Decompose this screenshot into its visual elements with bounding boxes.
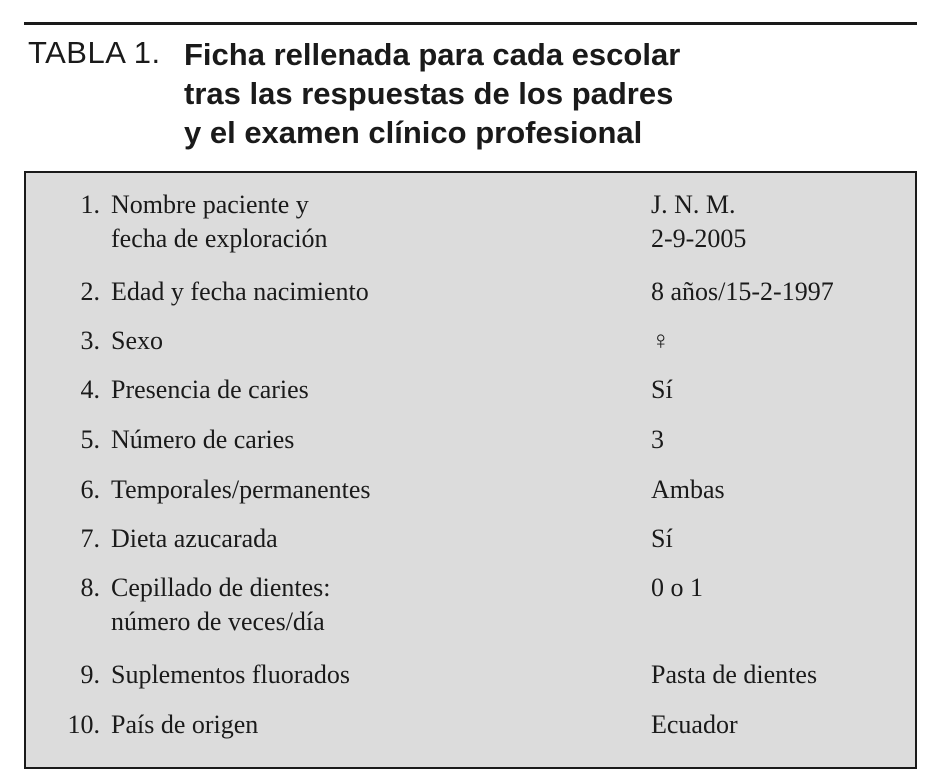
row-label-line: número de veces/día (111, 607, 325, 636)
female-symbol-icon: ♀ (651, 326, 671, 355)
row-label-line: Dieta azucarada (111, 524, 278, 553)
row-label (111, 571, 631, 639)
row-number: 4. (80, 375, 100, 404)
row-value (651, 658, 911, 692)
row-number: 2. (80, 277, 100, 306)
row-value-line: 3 (651, 425, 664, 454)
row-value-line: 2-9-2005 (651, 224, 747, 253)
row-number: 1. (80, 190, 100, 219)
row-value (651, 571, 911, 605)
row-label-line: Presencia de caries (111, 375, 309, 404)
row-label-line: Nombre paciente y (111, 190, 309, 219)
row-label-line: Sexo (111, 326, 163, 355)
row-value (651, 373, 911, 407)
row-label (111, 658, 631, 692)
row-label (111, 275, 631, 309)
table-title-line: Ficha rellenada para cada escolar (184, 37, 681, 72)
row-number: 10. (67, 710, 100, 739)
row-value-line: 8 años/15-2-1997 (651, 277, 834, 306)
row-label-line: Suplementos fluorados (111, 660, 351, 689)
row-label (111, 423, 631, 457)
row-label (111, 522, 631, 556)
row-label (111, 473, 631, 507)
top-rule (24, 22, 917, 25)
row-number: 3. (80, 326, 100, 355)
row-value (651, 324, 911, 358)
row-value (651, 188, 911, 256)
row-value (651, 708, 911, 742)
row-label-line: Temporales/permanentes (111, 475, 371, 504)
row-value-line: J. N. M. (651, 190, 736, 219)
row-label-line: fecha de exploración (111, 224, 328, 253)
row-label (111, 708, 631, 742)
table-title (184, 35, 884, 152)
row-value-line: Ecuador (651, 710, 738, 739)
row-label (111, 188, 631, 256)
table-title-line: y el examen clínico profesional (184, 115, 643, 150)
row-value (651, 473, 911, 507)
row-value (651, 275, 911, 309)
row-label-line: País de origen (111, 710, 259, 739)
row-value (651, 423, 911, 457)
row-number: 9. (80, 660, 100, 689)
row-label (111, 324, 631, 358)
row-number: 6. (80, 475, 100, 504)
row-label-line: Número de caries (111, 425, 295, 454)
row-value-line: Sí (651, 375, 673, 404)
row-value-line: Ambas (651, 475, 725, 504)
row-label-line: Cepillado de dientes: (111, 573, 331, 602)
data-table (24, 171, 917, 769)
row-value-line: Pasta de dientes (651, 660, 818, 689)
row-label (111, 373, 631, 407)
row-number: 5. (80, 425, 100, 454)
table-title-line: tras las respuestas de los padres (184, 76, 674, 111)
row-value-line: Sí (651, 524, 673, 553)
row-number: 7. (80, 524, 100, 553)
row-label-line: Edad y fecha nacimiento (111, 277, 369, 306)
row-value-line: 0 o 1 (651, 573, 703, 602)
row-number: 8. (80, 573, 100, 602)
row-value (651, 522, 911, 556)
table-label: TABLA 1. (28, 35, 161, 70)
